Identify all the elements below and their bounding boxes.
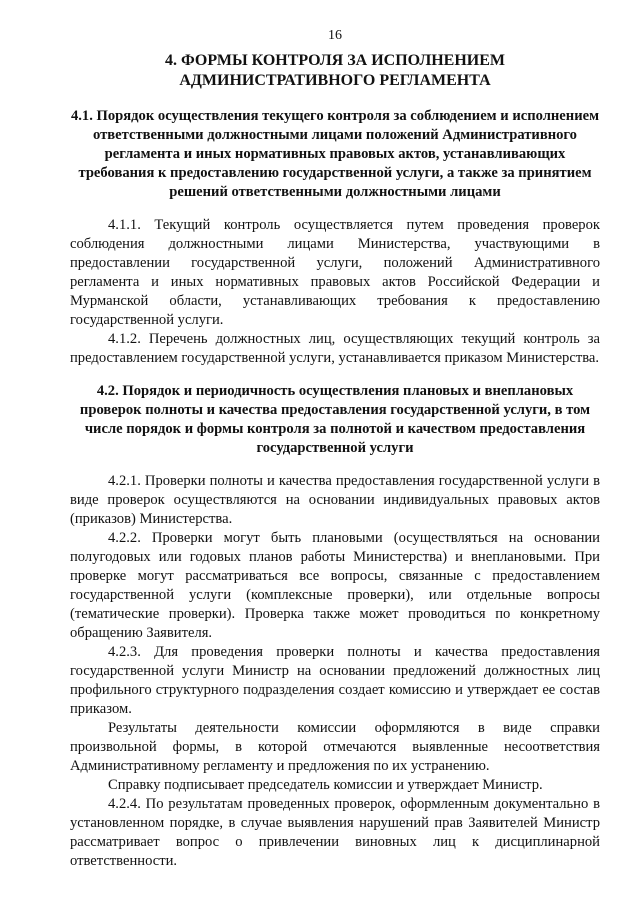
chapter-title: 4. ФОРМЫ КОНТРОЛЯ ЗА ИСПОЛНЕНИЕМ АДМИНИСТРАТИВНОГО РЕГЛАМЕНТА	[164, 52, 506, 89]
paragraph-commission-results: Результаты деятельности комиссии оформляются в виде справки произвольной формы, в которой отмечаются выявленные несоответствия Административному регламенту и предложения по их устранению.	[70, 720, 600, 774]
paragraph-4-2-4: 4.2.4. По результатам проведенных проверок, оформленным документально в установленном порядке, в случае выявления нарушений прав Заявителей Министр рассматривает вопрос о привлечении виновных лиц к дисциплинарной ответственности.	[70, 796, 600, 869]
paragraph-4-2-2: 4.2.2. Проверки могут быть плановыми (осуществляться на основании полугодовых или годовых планов работы Министерства) и внеплановыми. При проверке могут рассматриваться все вопросы, связанные с предоставлением государственной услуги (комплексные проверки), или отдельные вопросы (тематические проверки). Проверка также может проводиться по конкретному обращению Заявителя.	[70, 530, 600, 641]
section-title-4-1: 4.1. Порядок осуществления текущего контроля за соблюдением и исполнением ответственными должностными лицами положений Административного регламента и иных нормативных правовых актов, устанавливающих требования к предоставлению государственной услуги, а также за принятием решений ответственными должностными лицами	[70, 108, 600, 200]
paragraph-signature: Справку подписывает председатель комиссии и утверждает Министр.	[108, 777, 543, 793]
paragraph-4-1-1: 4.1.1. Текущий контроль осуществляется путем проведения проверок соблюдения должностными лицами Министерства, участвующими в предоставлении государственной услуги, положений Административного регламента и иных нормативных правовых актов Российской Федерации и Мурманской области, устанавливающих требования к предоставлению государственной услуги.	[70, 217, 600, 328]
paragraph-4-1-2: 4.1.2. Перечень должностных лиц, осуществляющих текущий контроль за предоставлением государственной услуги, устанавливается приказом Министерства.	[70, 331, 600, 366]
section-title-4-2: 4.2. Порядок и периодичность осуществления плановых и внеплановых проверок полноты и качества предоставления государственной услуги, в том числе порядок и формы контроля за полнотой и качеством предоставления государственной услуги	[79, 383, 591, 456]
paragraph-4-2-1: 4.2.1. Проверки полноты и качества предоставления государственной услуги в виде проверок осуществляются на основании индивидуальных правовых актов (приказов) Министерства.	[70, 473, 600, 527]
document-page	[70, 26, 600, 871]
paragraph-4-2-3: 4.2.3. Для проведения проверки полноты и качества предоставления государственной услуги Министр на основании предложений должностных лиц профильного структурного подразделения создает комиссию и утверждает ее состав приказом.	[70, 644, 600, 717]
page-number: 16	[328, 28, 342, 43]
